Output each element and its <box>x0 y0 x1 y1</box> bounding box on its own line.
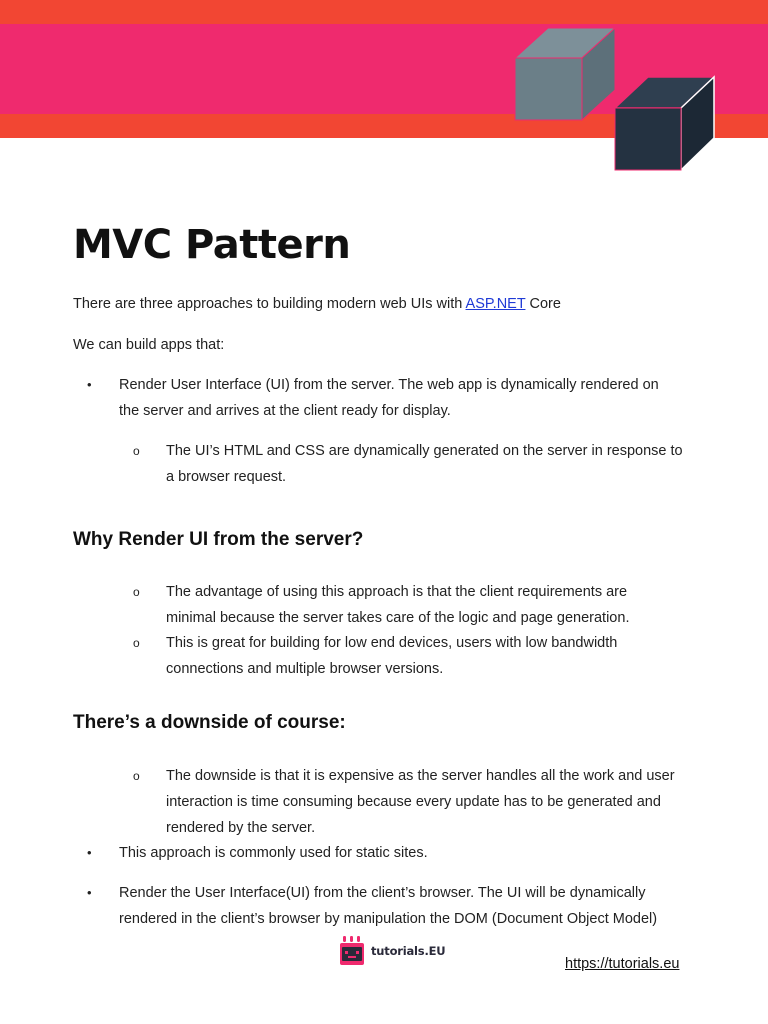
footer-url-link[interactable]: https://tutorials.eu <box>565 956 680 972</box>
list-item-text: The UI’s HTML and CSS are dynamically generated on the server in response to <box>166 443 683 459</box>
section-heading-downside: There’s a downside of course: <box>73 712 346 733</box>
list-item-text: rendered in the client’s browser by manipulation the DOM (Document Object Model) <box>119 911 658 927</box>
list-item-text: Render the User Interface(UI) from the client’s browser. The UI will be dynamically <box>119 885 646 901</box>
list-item-text: connections and multiple browser versions. <box>166 661 444 677</box>
circle-bullet-icon: o <box>133 769 140 783</box>
intro-text: There are three approaches to building modern web UIs with <box>73 296 466 312</box>
circle-bullet-icon: o <box>133 585 140 599</box>
intro-paragraph <box>73 291 561 317</box>
list-item-text: This is great for building for low end devices, users with low bandwidth <box>166 635 618 651</box>
page-title: MVC Pattern <box>73 222 351 268</box>
circle-bullet-icon: o <box>133 444 140 458</box>
circle-bullet-icon: o <box>133 636 140 650</box>
grey-cube-icon <box>515 28 615 120</box>
tutorials-eu-logo <box>338 935 445 967</box>
list-item-text: a browser request. <box>166 469 287 485</box>
decorative-cubes-graphic <box>500 20 730 180</box>
list-item-text: Render User Interface (UI) from the server. The web app is dynamically rendered on <box>119 377 659 393</box>
section-heading-why: Why Render UI from the server? <box>73 529 364 550</box>
list-item-text: The downside is that it is expensive as the server handles all the work and user <box>166 768 675 784</box>
list-item-text: The advantage of using this approach is that the client requirements are <box>166 584 628 600</box>
list-item-text: minimal because the server takes care of the logic and page generation. <box>166 610 630 626</box>
tutorials-eu-logo-icon <box>338 935 366 967</box>
dark-cube-icon <box>615 77 714 170</box>
bullet-icon: • <box>87 377 92 392</box>
intro-text-end: Core <box>525 296 561 312</box>
bullet-icon: • <box>87 885 92 900</box>
list-item-text: the server and arrives at the client ready for display. <box>119 403 451 419</box>
logo-text: tutorials.EU <box>371 944 446 958</box>
list-item-text: rendered by the server. <box>166 820 316 836</box>
list-item-text: interaction is time consuming because every update has to be generated and <box>166 794 661 810</box>
bullet-icon: • <box>87 845 92 860</box>
aspnet-link[interactable]: ASP.NET <box>465 296 526 312</box>
intro-lead: We can build apps that: <box>73 337 225 353</box>
list-item-text: This approach is commonly used for static sites. <box>119 845 428 861</box>
